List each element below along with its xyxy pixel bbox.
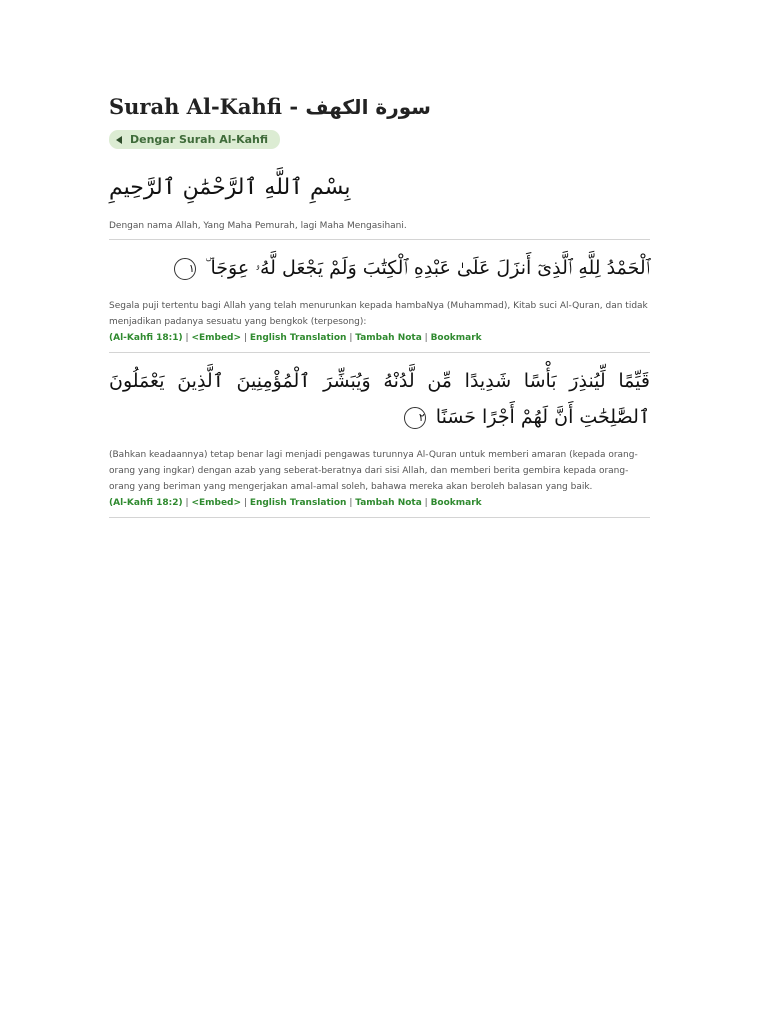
verse-block: [109, 353, 650, 511]
tambah-nota-link[interactable]: Tambah Nota: [355, 333, 422, 343]
verse-arabic: [109, 250, 650, 286]
tambah-nota-link[interactable]: Tambah Nota: [355, 498, 422, 508]
embed-link[interactable]: <Embed>: [191, 333, 242, 343]
page-title: [109, 92, 650, 122]
title-arabic: سورة الكهف: [305, 95, 431, 119]
ayah-number-mark: ١: [174, 258, 196, 280]
english-translation-link[interactable]: English Translation: [249, 498, 347, 508]
verse-block: [109, 240, 650, 346]
play-left-triangle-icon: [116, 136, 122, 144]
bookmark-link[interactable]: Bookmark: [430, 498, 482, 508]
bismillah-arabic: بِسْمِ ٱللَّهِ ٱلرَّحْمَٰنِ ٱلرَّحِيمِ: [109, 175, 351, 200]
listen-surah-label: Dengar Surah Al-Kahfi: [130, 133, 269, 146]
title-latin: Surah Al-Kahfi -: [109, 94, 299, 119]
verse-ref-link[interactable]: (Al-Kahfi 18:1): [109, 333, 183, 343]
listen-surah-button[interactable]: [109, 130, 280, 149]
bookmark-link[interactable]: Bookmark: [430, 333, 482, 343]
verse-arabic-text: ٱلْحَمْدُ لِلَّهِ ٱلَّذِىٓ أَنزَلَ عَلَىٰ عَبْدِهِ ٱلْكِتَٰبَ وَلَمْ يَجْعَل لَّهُۥ عِوَجَا ۜ: [205, 257, 650, 279]
verse-ref-link[interactable]: (Al-Kahfi 18:2): [109, 498, 183, 508]
ayah-number-mark: ٢: [404, 407, 426, 429]
verse-links: (Al-Kahfi 18:1) | <Embed> | English Translation | Tambah Nota | Bookmark: [109, 333, 482, 343]
verse-arabic-text: قَيِّمًا لِّيُنذِرَ بَأْسًا شَدِيدًا مِّن لَّدُنْهُ وَيُبَشِّرَ ٱلْمُؤْمِنِينَ ٱلَّذِينَ يَعْمَلُونَ ٱلصَّٰلِحَٰتِ أَنَّ لَهُمْ أَجْرًا حَسَنًا: [109, 370, 650, 428]
surah-page: [109, 92, 650, 518]
english-translation-link[interactable]: English Translation: [249, 333, 347, 343]
divider: [109, 517, 650, 518]
verse-translation: Segala puji tertentu bagi Allah yang telah menurunkan kepada hambaNya (Muhammad), Kitab suci Al-Quran, dan tidak menjadikan padanya sesuatu yang bengkok (terpesong):: [109, 301, 648, 327]
verse-links: (Al-Kahfi 18:2) | <Embed> | English Translation | Tambah Nota | Bookmark: [109, 498, 482, 508]
embed-link[interactable]: <Embed>: [191, 498, 242, 508]
verse-arabic: [109, 363, 650, 435]
verse-translation: (Bahkan keadaannya) tetap benar lagi menjadi pengawas turunnya Al-Quran untuk memberi amaran (kepada orang-orang yang ingkar) dengan azab yang seberat-beratnya dari sisi Allah, dan memberi berita gembira kepada orang-orang yang beriman yang mengerjakan amal-amal soleh, bahawa mereka akan beroleh balasan yang baik.: [109, 450, 638, 492]
bismillah-translation: Dengan nama Allah, Yang Maha Pemurah, lagi Maha Mengasihani.: [109, 221, 407, 231]
